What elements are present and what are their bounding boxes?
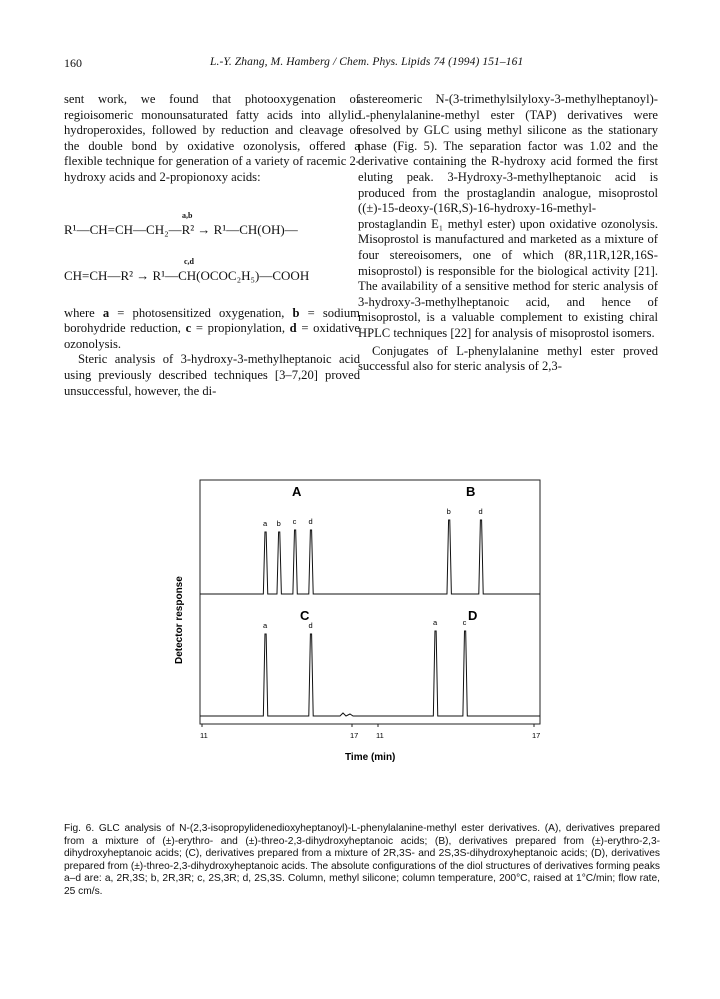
chromatogram-trace-D: [370, 631, 540, 716]
right-paragraph-1: astereomeric N-(3-trimethylsilyloxy-3-methylheptanoyl)-L-phenylalanine-methyl ester (TAP) derivatives were resolved by GLC using methyl silicone as the stationary phase (Fig. 5). The separation factor was 1.02 and the derivative containing the R-hydroxy acid formed the first eluting peak. 3-Hydroxy-3-methylheptanoic acid is produced from the prostaglandin analogue, misoprostol ((±)-15-deoxy-(16R,S)-16-hydroxy-16-methyl-prostaglandin E₁ methyl ester) upon oxidative ozonolysis. Misoprostol is manufactured and marketed as a mixture of four stereoisomers, one of which (8R,11R,12R,16S-misoprostol) is responsible for the biological activity [21]. The availability of a sensitive method for steric analysis of 3-hydroxy-3-methylheptanoic acid, and hence of misoprostol, is a valuable complement to existing chiral HPLC techniques [22] for analysis of misoprostol isomers.: [358, 92, 658, 340]
chart-frame: [200, 480, 540, 724]
left-paragraph-3: Steric analysis of 3-hydroxy-3-methylheptanoic acid using previously described techniques [3–7,20] proved unsuccessful, however, the di-: [64, 352, 360, 398]
figure-caption: Fig. 6. GLC analysis of N-(2,3-isopropylidenedioxyheptanoyl)-L-phenylalanine-methyl ester derivatives. (A), derivatives prepared from a mixture of (±)-erythro- and (±)-threo-2,3-dihydroxyheptanoic acids; (B), derivatives prepared from (±)-erythro-2,3-dihydroxyheptanoic acids; (C), derivatives prepared from a mixture of 2R,3S- and 2S,3S-dihydroxyheptanoic acids; (D), derivatives prepared from (±)-threo-2,3-dihydroxyheptanoic acids. The absolute configurations of the diol structures of derivatives forming peaks a–d are: a, 2R,3S; b, 2R,3R; c, 2S,3R; d, 2S,3S. Column, methyl silicone; column temperature, 200°C, raised at 1°C/min; flow rate, 25 cm/s.: [64, 823, 661, 897]
peak-label-C-a: a: [263, 621, 268, 630]
x-tick-label: 11: [376, 731, 384, 740]
panel-label-D: D: [468, 608, 478, 623]
equation-tag-ab: a,b: [182, 210, 193, 220]
x-tick-label: 17: [532, 731, 541, 740]
left-column: [64, 92, 360, 399]
peak-label-A-d: d: [308, 517, 313, 526]
x-tick-label: 17: [350, 731, 359, 740]
chromatogram-trace-C: [200, 634, 370, 716]
panel-label-A: A: [292, 484, 302, 499]
peak-label-B-b: b: [446, 507, 451, 516]
peak-label-A-a: a: [263, 519, 268, 528]
left-paragraph-2: where a = photosensitized oxygenation, b = sodium borohydride reduction, c = propionylation, d = oxidative ozonolysis.: [64, 305, 361, 351]
peak-label-A-b: b: [276, 519, 281, 528]
equation-line-2: [64, 252, 360, 294]
peak-label-A-c: c: [292, 517, 297, 526]
page-number: 160: [64, 56, 82, 70]
right-paragraph-2: Conjugates of L-phenylalanine methyl ester proved successful also for steric analysis of 2,3-: [358, 343, 658, 374]
panel-label-B: B: [466, 484, 476, 499]
equation-1: R¹—CH=CH—CH₂—R² → R¹—CH(OH)—: [64, 221, 298, 237]
y-axis-label: Detector response: [174, 576, 185, 664]
peak-label-D-c: c: [462, 618, 467, 627]
left-paragraph-1: sent work, we found that photooxygenation of regioisomeric monounsaturated fatty acids into allylic hydroperoxides, followed by reduction and cleavage of the double bond by oxidative ozonolysis, offered a flexible technique for generation of a variety of racemic 2-hydroxy acids and 2-propionoxy acids:: [64, 92, 360, 184]
chromatogram-trace-B: [370, 520, 540, 594]
equation-tag-cd: c,d: [184, 256, 194, 266]
right-column: [358, 92, 658, 375]
peak-label-B-d: d: [478, 507, 483, 516]
x-axis-label: Time (min): [345, 752, 396, 763]
peak-label-C-d: d: [308, 621, 313, 630]
equation-2: CH=CH—R² → R¹—CH(OCOC₂H₅)—COOH: [64, 267, 310, 283]
panel-label-C: C: [300, 608, 310, 623]
chromatogram-trace-A: [200, 530, 370, 594]
equation-line-1: [64, 208, 360, 252]
running-head: L.-Y. Zhang, M. Hamberg / Chem. Phys. Lipids 74 (1994) 151–161: [210, 56, 524, 68]
peak-label-D-a: a: [433, 618, 438, 627]
glc-chromatogram-figure: [160, 468, 580, 813]
x-tick-label: 11: [200, 731, 208, 740]
